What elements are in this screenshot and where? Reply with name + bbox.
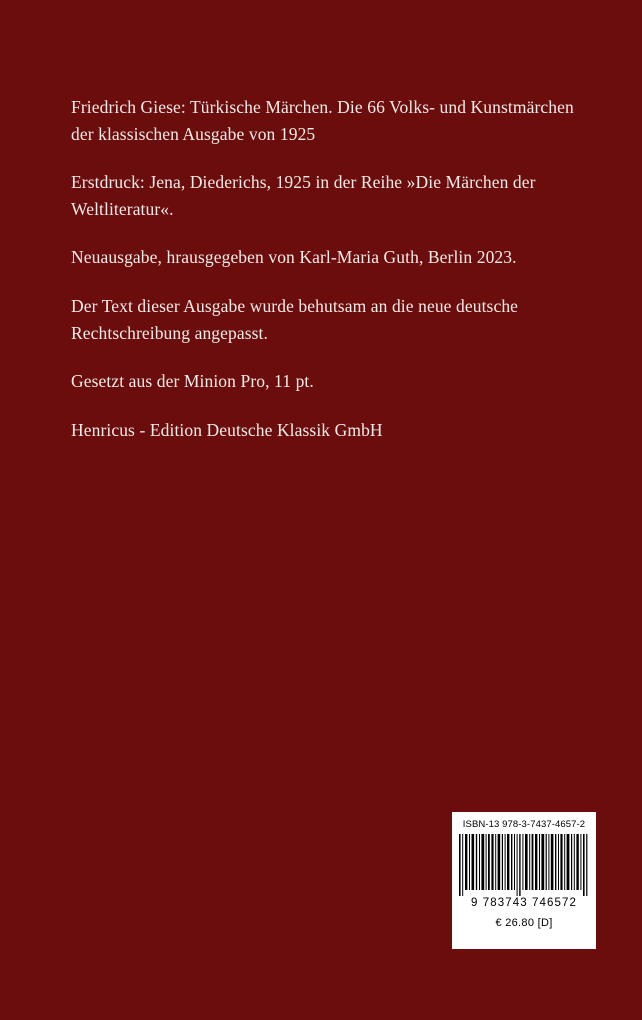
colophon-text-block bbox=[71, 94, 596, 443]
isbn-label: ISBN-13 978-3-7437-4657-2 bbox=[462, 819, 586, 830]
price-label: € 26.80 [D] bbox=[495, 917, 553, 929]
colophon-paragraph-title: Friedrich Giese: Türkische Märchen. Die 66 Volks- und Kunstmärchen der klassischen Ausgabe von 1925 bbox=[71, 97, 574, 144]
colophon-paragraph-orthography: Der Text dieser Ausgabe wurde behutsam an die neue deutsche Rechtschreibung angepasst. bbox=[71, 295, 519, 343]
barcode-block bbox=[452, 812, 596, 949]
colophon-paragraph-new-edition: Neuausgabe, hrausgegeben von Karl-Maria Guth, Berlin 2023. bbox=[71, 247, 517, 268]
barcode-icon bbox=[458, 834, 590, 896]
colophon-paragraph-publisher: Henricus - Edition Deutsche Klassik GmbH bbox=[71, 419, 383, 440]
colophon-paragraph-first-edition: Erstdruck: Jena, Diederichs, 1925 in der Reihe »Die Märchen der Weltliteratur«. bbox=[71, 172, 536, 219]
barcode-digits: 9 783743 746572 bbox=[470, 897, 578, 909]
colophon-paragraph-typeface: Gesetzt aus der Minion Pro, 11 pt. bbox=[71, 371, 314, 392]
